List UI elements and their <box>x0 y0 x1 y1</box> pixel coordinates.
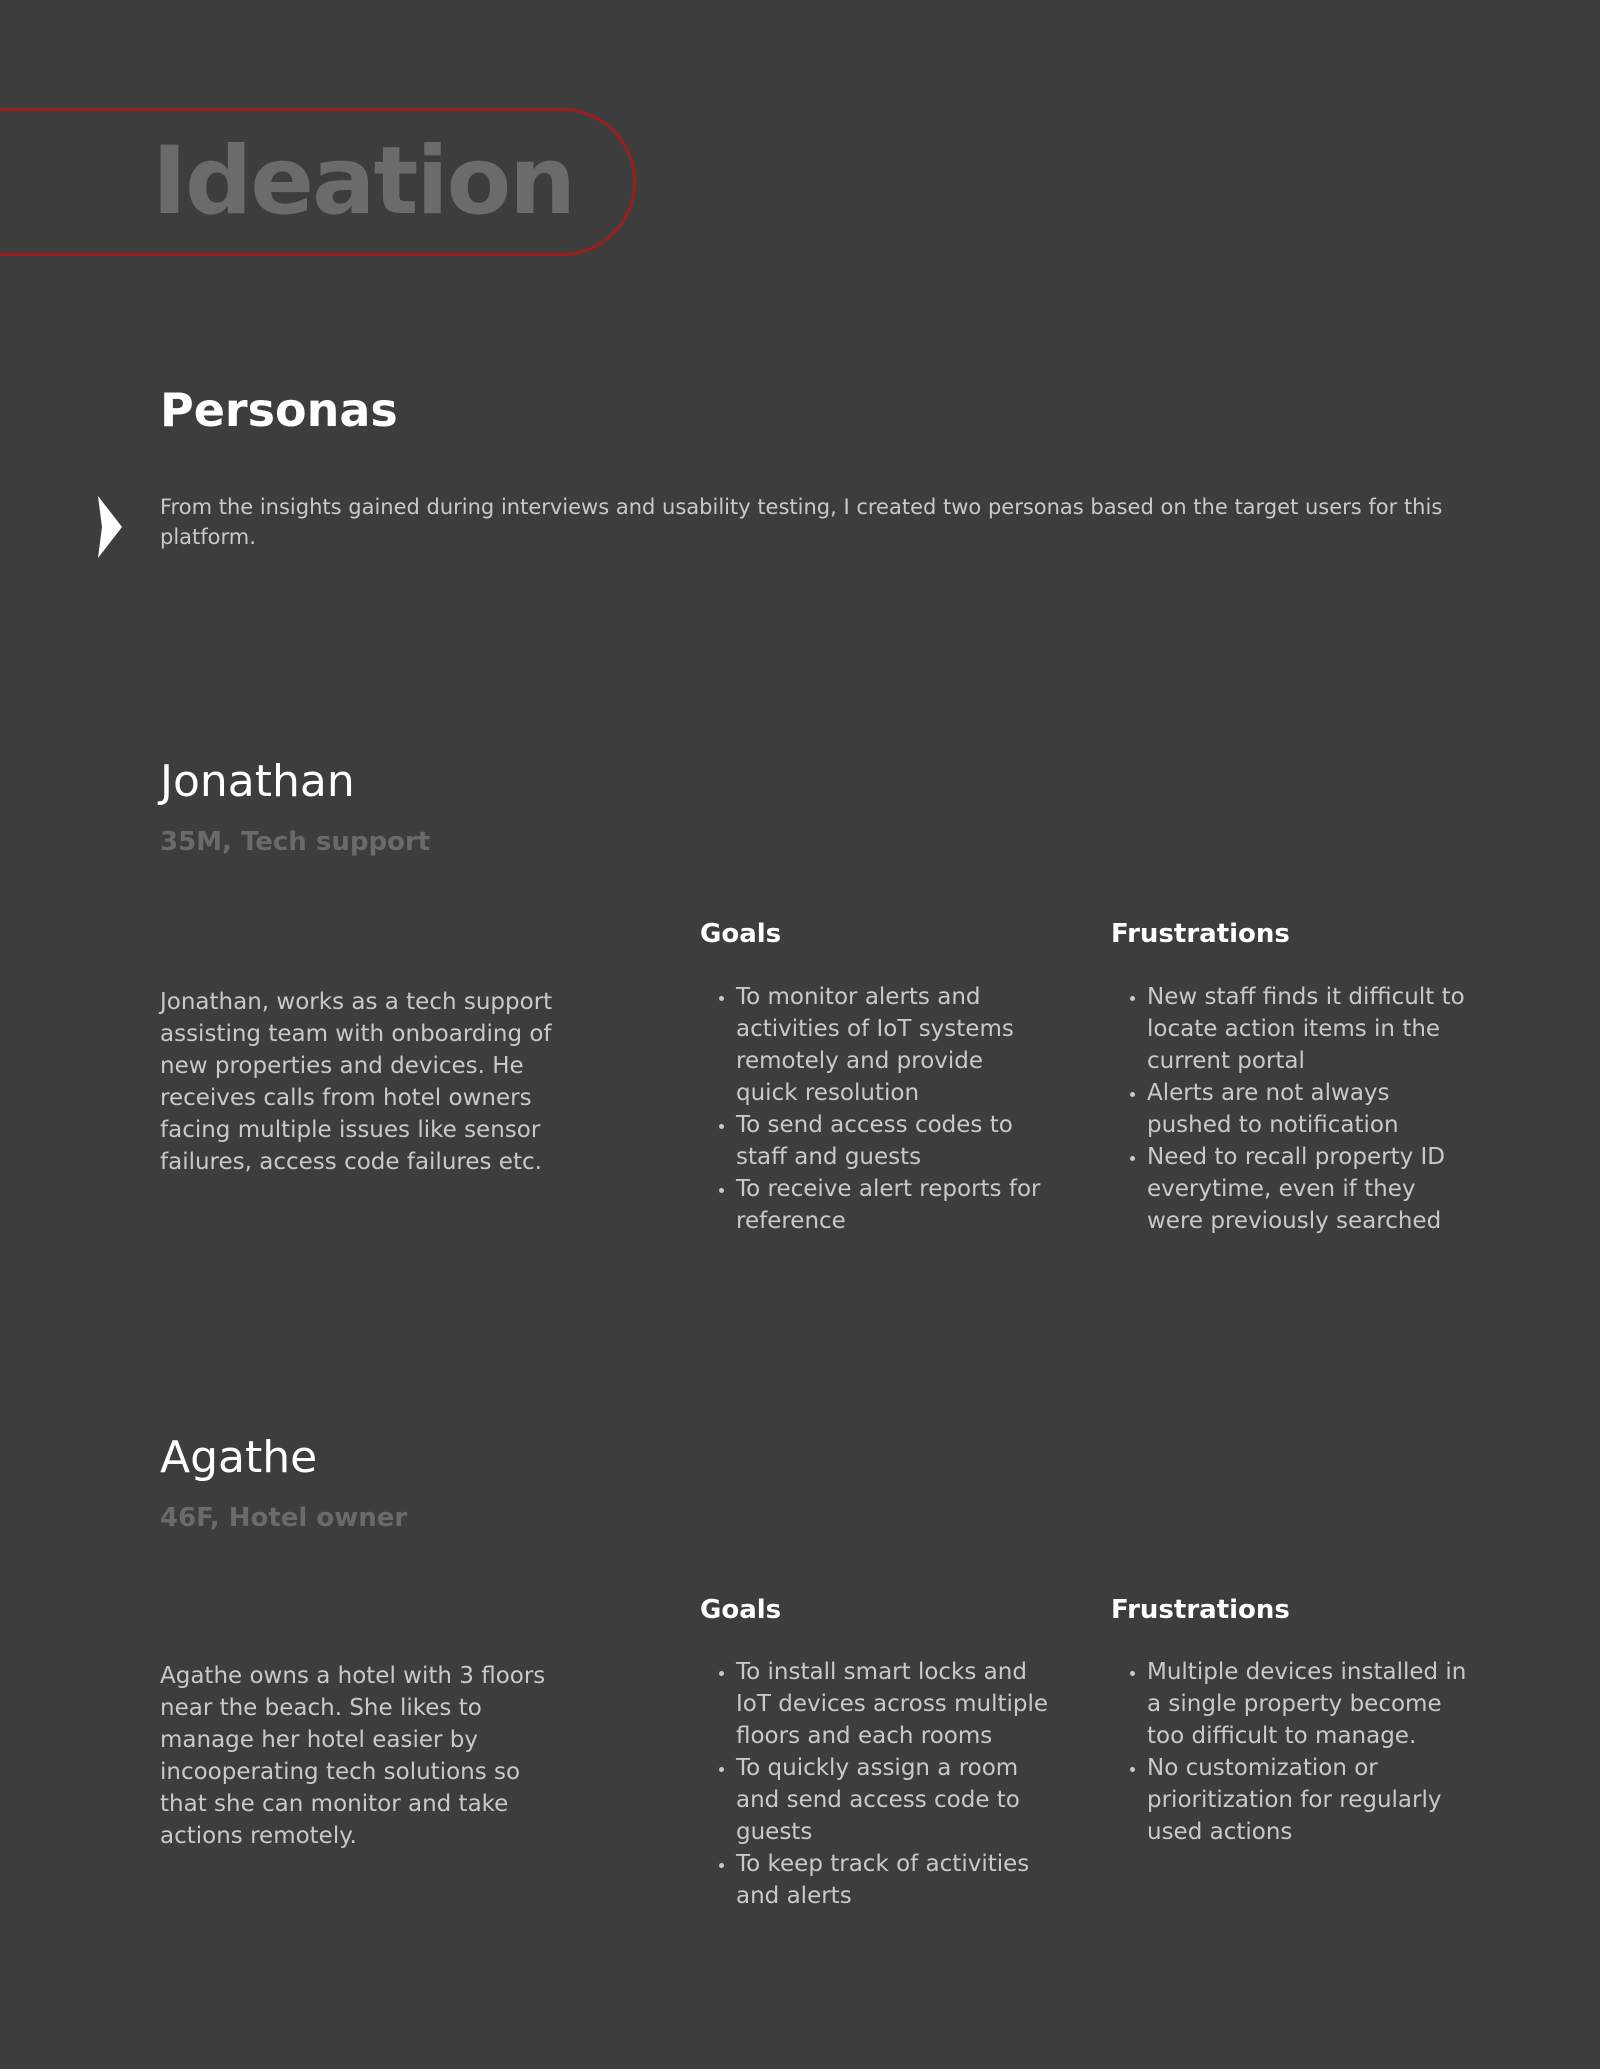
goals-list <box>700 981 1050 1237</box>
frustrations-heading: Frustrations <box>1111 1595 1290 1625</box>
goals-heading: Goals <box>700 919 782 949</box>
frustration-item: • Alerts are not always pushed to notification <box>1147 1077 1471 1141</box>
goal-item: • To keep track of activities and alerts <box>736 1848 1050 1912</box>
goals-heading: Goals <box>700 1595 782 1625</box>
goal-item: • To quickly assign a room and send access code to guests <box>736 1752 1050 1848</box>
frustrations-heading: Frustrations <box>1111 919 1290 949</box>
goal-item: • To send access codes to staff and guests <box>736 1109 1050 1173</box>
persona-name: Agathe <box>160 1432 318 1483</box>
persona-bio: Agathe owns a hotel with 3 floors near the beach. She likes to manage her hotel easier by incooperating tech solutions so that she can monitor and take actions remotely. <box>160 1663 546 1849</box>
play-arrow-icon <box>98 496 122 558</box>
frustration-item: • No customization or prioritization for regularly used actions <box>1147 1752 1471 1848</box>
goal-item: • To install smart locks and IoT devices across multiple floors and each rooms <box>736 1656 1050 1752</box>
persona-bio: Jonathan, works as a tech support assisting team with onboarding of new properties and devices. He receives calls from hotel owners facing multiple issues like sensor failures, access code failures etc. <box>160 989 553 1175</box>
persona-meta: 35M, Tech support <box>160 827 431 857</box>
persona-meta: 46F, Hotel owner <box>160 1503 408 1533</box>
section-title: Ideation <box>152 127 575 236</box>
frustration-item: • Need to recall property ID everytime, even if they were previously searched <box>1147 1141 1471 1237</box>
frustration-item: • New staff finds it difficult to locate action items in the current portal <box>1147 981 1471 1077</box>
goal-item: • To monitor alerts and activities of IoT systems remotely and provide quick resolution <box>736 981 1050 1109</box>
frustration-item: • Multiple devices installed in a single property become too difficult to manage. <box>1147 1656 1471 1752</box>
goal-item: • To receive alert reports for reference <box>736 1173 1050 1237</box>
goals-list <box>700 1656 1050 1912</box>
personas-title: Personas <box>160 383 398 437</box>
frustrations-list <box>1111 981 1471 1237</box>
personas-intro: From the insights gained during interviews and usability testing, I created two personas based on the target users for this platform. <box>160 495 1443 549</box>
persona-name: Jonathan <box>160 756 355 807</box>
frustrations-list <box>1111 1656 1471 1848</box>
